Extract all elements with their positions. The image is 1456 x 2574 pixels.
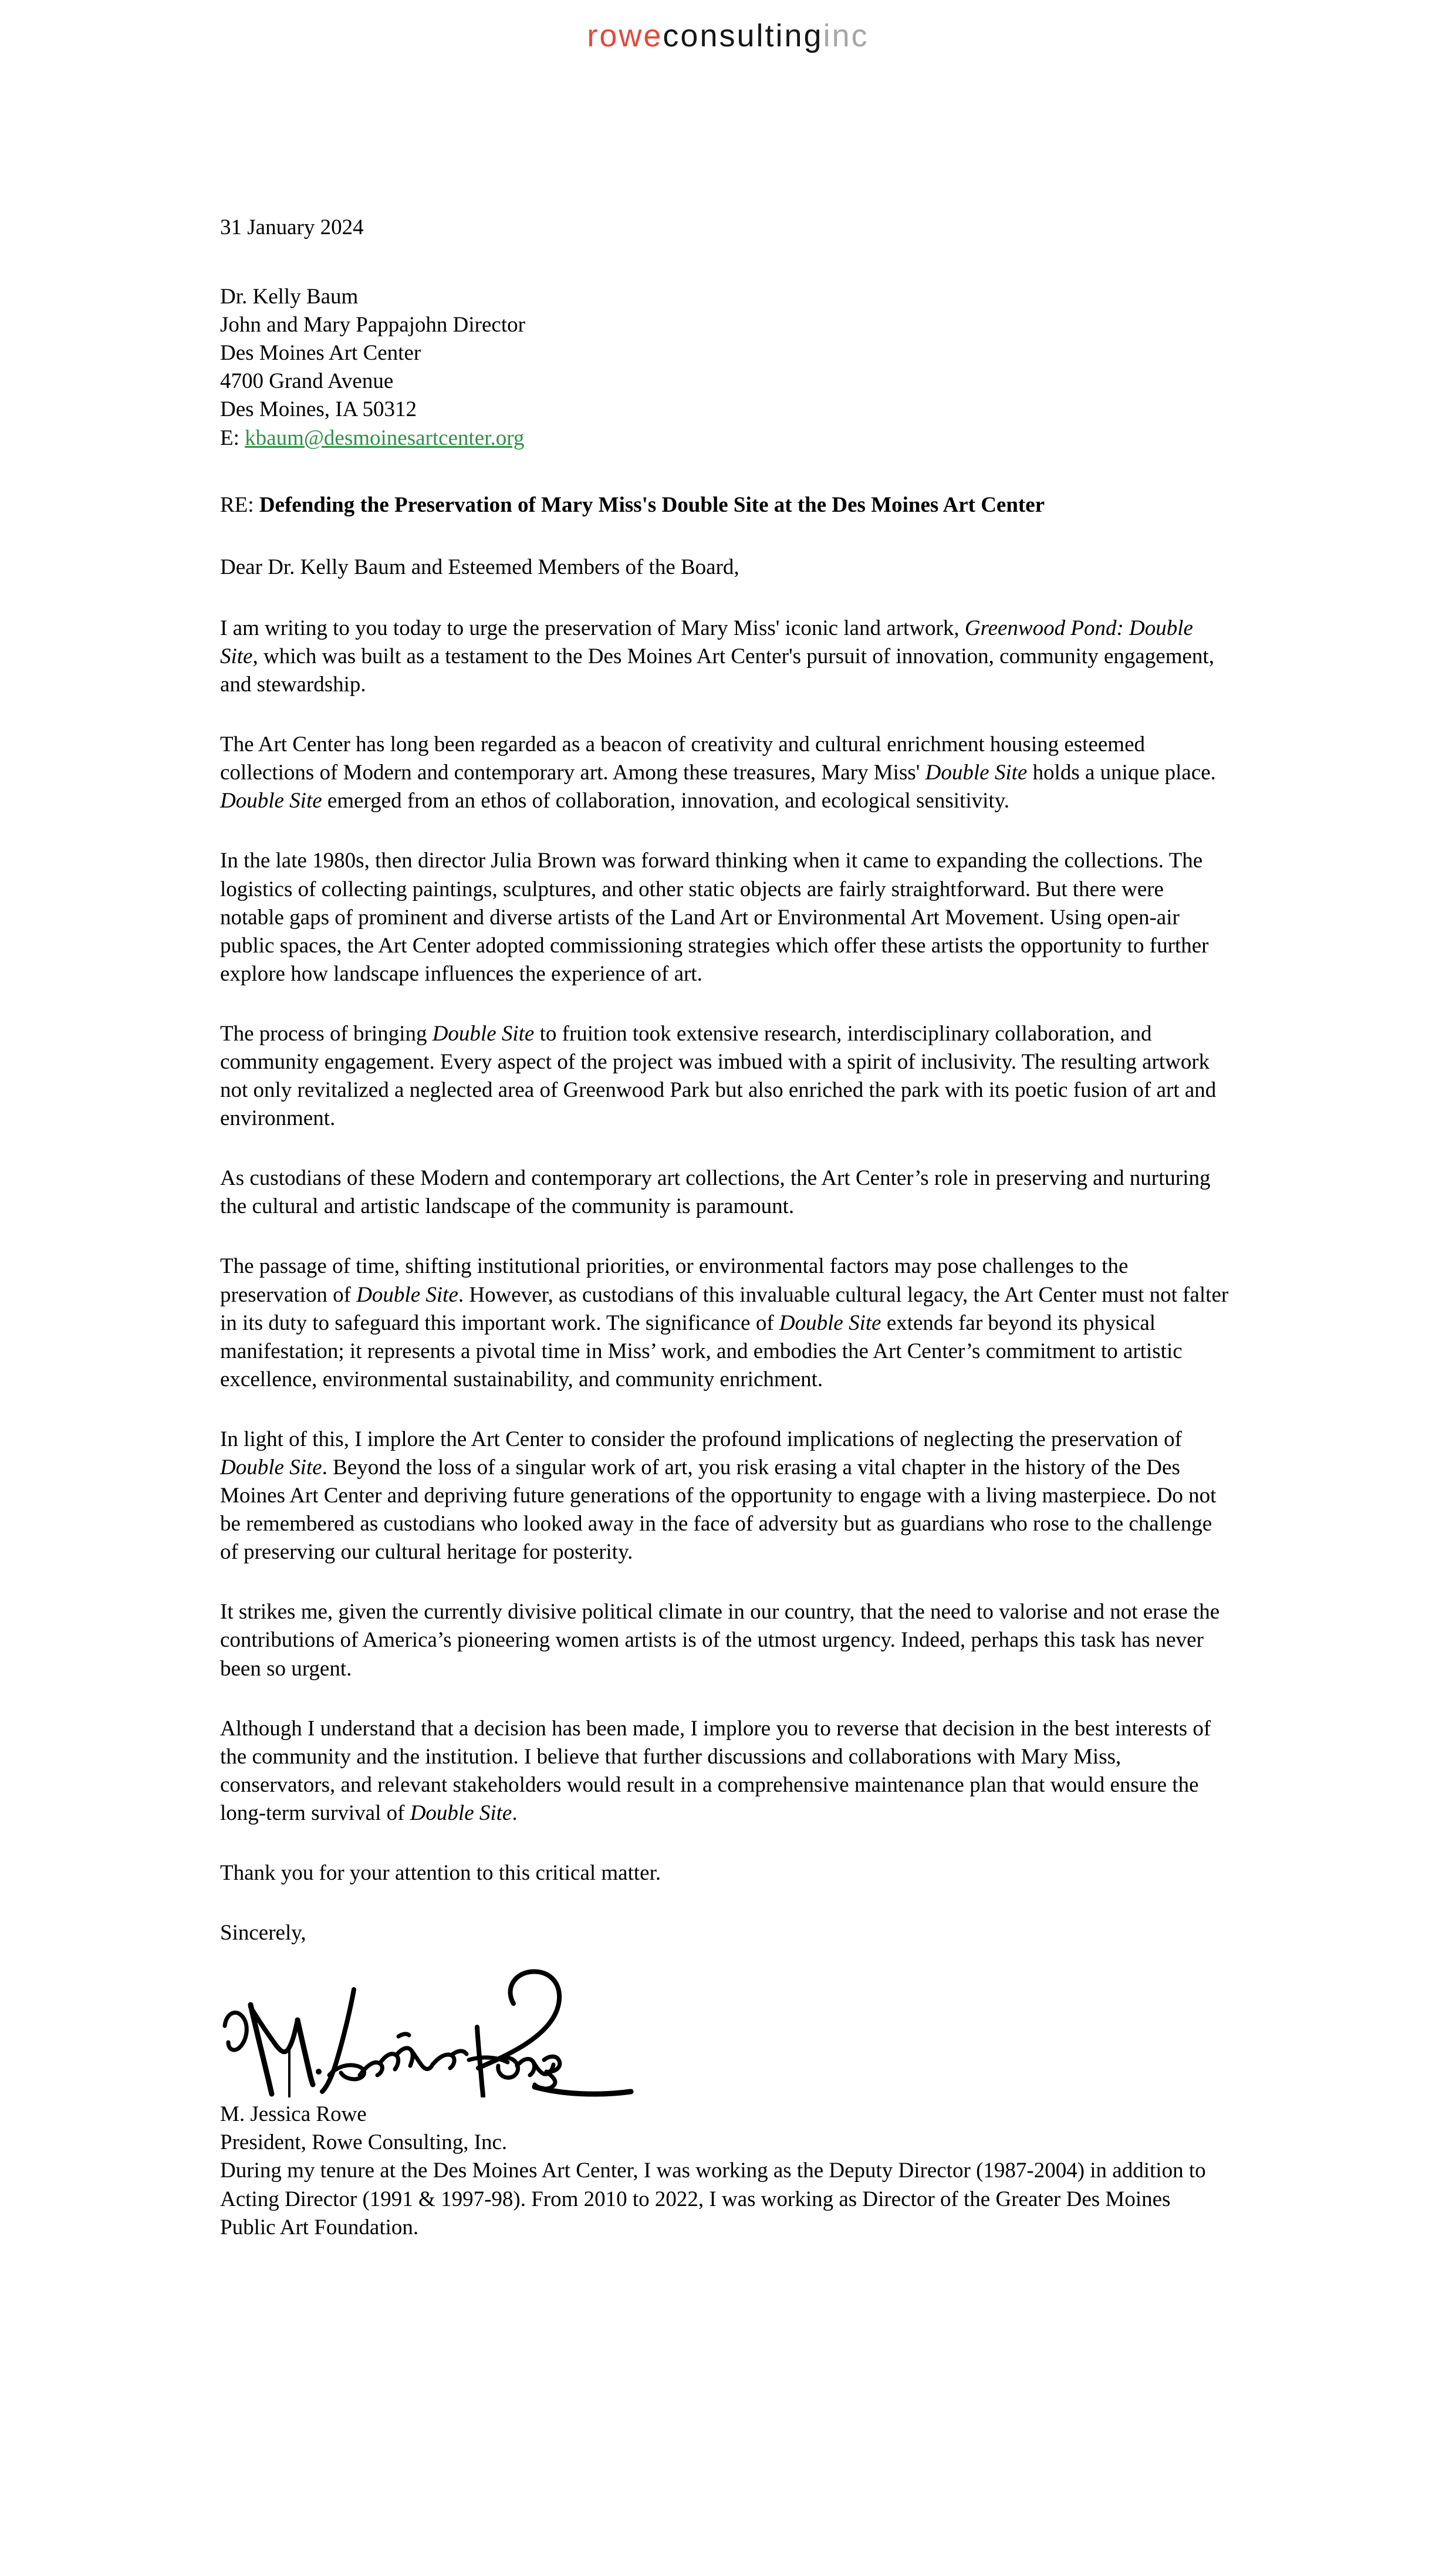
- body-paragraph: [220, 731, 1229, 815]
- body-paragraph: [220, 1020, 1229, 1133]
- body-paragraph: [220, 1598, 1229, 1683]
- salutation: Dear Dr. Kelly Baum and Esteemed Members of the Board,: [220, 555, 739, 579]
- company-logo: [0, 20, 1456, 52]
- letter-body: [220, 214, 1229, 2274]
- recipient-city-state-zip: Des Moines, IA 50312: [220, 397, 417, 422]
- paragraph-text: As custodians of these Modern and contemporary art collections, the Art Center’s role in preserving and nurturing the cultural and artistic landscape of the community is paramount.: [220, 1166, 1211, 1219]
- paragraph-text: I am writing to you today to urge the preservation of Mary Miss' iconic land artwork,: [220, 616, 965, 640]
- signer-name: M. Jessica Rowe: [220, 2102, 367, 2127]
- subject-label: RE:: [220, 492, 259, 517]
- paragraph-text: holds a unique place.: [1027, 761, 1216, 785]
- artwork-title-italic: Double Site: [432, 1021, 535, 1046]
- body-paragraph: [220, 1715, 1229, 1828]
- artwork-title-italic: Double Site: [410, 1801, 512, 1825]
- paragraph-text: Although I understand that a decision has been made, I implore you to reverse that decision in the best interests of the community and the institution. I believe that further discussions and collaborations with Mary Miss, conservators, and relevant stakeholders would result in a comprehensive maintenance plan that would ensure the long-term survival of: [220, 1716, 1211, 1825]
- paragraph-text: .: [512, 1801, 518, 1825]
- signature-image: [220, 1951, 748, 2100]
- logo-word-inc: inc: [823, 18, 869, 53]
- body-paragraph: [220, 1252, 1229, 1393]
- signer-block: [220, 2100, 1229, 2157]
- paragraph-text: extends far beyond its physical manifestation; it represents a pivotal time in Miss’ work, and embodies the Art Center’s commitment to artistic excellence, environmental sustainability, and community enrichment.: [220, 1310, 1183, 1391]
- paragraph-text: . Beyond the loss of a singular work of art, you risk erasing a vital chapter in the history of the Des Moines Art Center and depriving future generations of the opportunity to engage with a living masterpiece. Do not be remembered as custodians who looked away in the face of adversity but as guardians who rose to the challenge of preserving our cultural heritage for posterity.: [220, 1455, 1217, 1565]
- email-label: E:: [220, 425, 245, 450]
- signer-title: President, Rowe Consulting, Inc.: [220, 2130, 508, 2155]
- thanks-paragraph: Thank you for your attention to this critical matter.: [220, 1861, 661, 1886]
- closing-salutation: Sincerely,: [220, 1921, 306, 1945]
- artwork-title-italic: Greenwood Pond: Double Site: [220, 616, 1193, 668]
- recipient-email-line: [220, 424, 1229, 452]
- recipient-street: 4700 Grand Avenue: [220, 369, 394, 394]
- recipient-title: John and Mary Pappajohn Director: [220, 313, 525, 337]
- artwork-title-italic: Double Site: [356, 1282, 458, 1307]
- artwork-title-italic: Double Site: [779, 1310, 881, 1335]
- paragraph-text: In light of this, I implore the Art Center to consider the profound implications of neglecting the preservation of: [220, 1427, 1182, 1451]
- paragraph-text: to fruition took extensive research, interdisciplinary collaboration, and community engagement. Every aspect of the project was imbued with a spirit of inclusivity. The resulting artwork not only revitalized a neglected area of Greenwood Park but also enriched the park with its poetic fusion of art and environment.: [220, 1021, 1217, 1131]
- logo-word-consulting: consulting: [663, 18, 823, 53]
- subject-text: Defending the Preservation of Mary Miss's Double Site at the Des Moines Art Center: [259, 492, 1045, 517]
- paragraph-text: In the late 1980s, then director Julia Brown was forward thinking when it came to expanding the collections. The logistics of collecting paintings, sculptures, and other static objects are fairly straightforward. But there were notable gaps of prominent and diverse artists of the Land Art or Environmental Art Movement. Using open-air public spaces, the Art Center adopted commissioning strategies which offer these artists the opportunity to further explore how landscape influences the experience of art.: [220, 849, 1209, 986]
- body-paragraph: [220, 1164, 1229, 1221]
- artwork-title-italic: Double Site: [925, 761, 1028, 785]
- artwork-title-italic: Double Site: [220, 1455, 322, 1479]
- recipient-name: Dr. Kelly Baum: [220, 285, 359, 309]
- logo-word-rowe: rowe: [587, 18, 663, 53]
- paragraph-text: The passage of time, shifting institutional priorities, or environmental factors may pose challenges to the preservation of: [220, 1254, 1129, 1307]
- paragraph-text: emerged from an ethos of collaboration, innovation, and ecological sensitivity.: [322, 789, 1010, 813]
- recipient-email-link[interactable]: kbaum@desmoinesartcenter.org: [245, 425, 525, 450]
- paragraph-container: [220, 614, 1229, 1828]
- paragraph-text: , which was built as a testament to the Des Moines Art Center's pursuit of innovation, community engagement, and stewardship.: [220, 644, 1214, 697]
- body-paragraph: [220, 614, 1229, 699]
- recipient-address-block: [220, 283, 1229, 452]
- paragraph-text: The process of bringing: [220, 1021, 433, 1046]
- subject-line: [220, 491, 1229, 519]
- paragraph-text: It strikes me, given the currently divisive political climate in our country, that the need to valorise and not erase the contributions of America’s pioneering women artists is of the utmost urgency. Indeed, perhaps this task has never been so urgent.: [220, 1600, 1220, 1681]
- artwork-title-italic: Double Site: [220, 789, 322, 813]
- body-paragraph: [220, 847, 1229, 988]
- paragraph-text: The Art Center has long been regarded as a beacon of creativity and cultural enrichment housing esteemed collections of Modern and contemporary art. Among these treasures, Mary Miss': [220, 732, 1146, 785]
- letter-date: 31 January 2024: [220, 215, 364, 239]
- postscript-paragraph: During my tenure at the Des Moines Art Center, I was working as the Deputy Director (1987-2004) in addition to Acting Director (1991 & 1997-98). From 2010 to 2022, I was working as Director of the Greater Des Moines Public Art Foundation.: [220, 2158, 1206, 2239]
- body-paragraph: [220, 1426, 1229, 1566]
- recipient-organization: Des Moines Art Center: [220, 341, 421, 366]
- paragraph-text: . However, as custodians of this invaluable cultural legacy, the Art Center must not falter in its duty to safeguard this important work. The significance of: [220, 1282, 1229, 1335]
